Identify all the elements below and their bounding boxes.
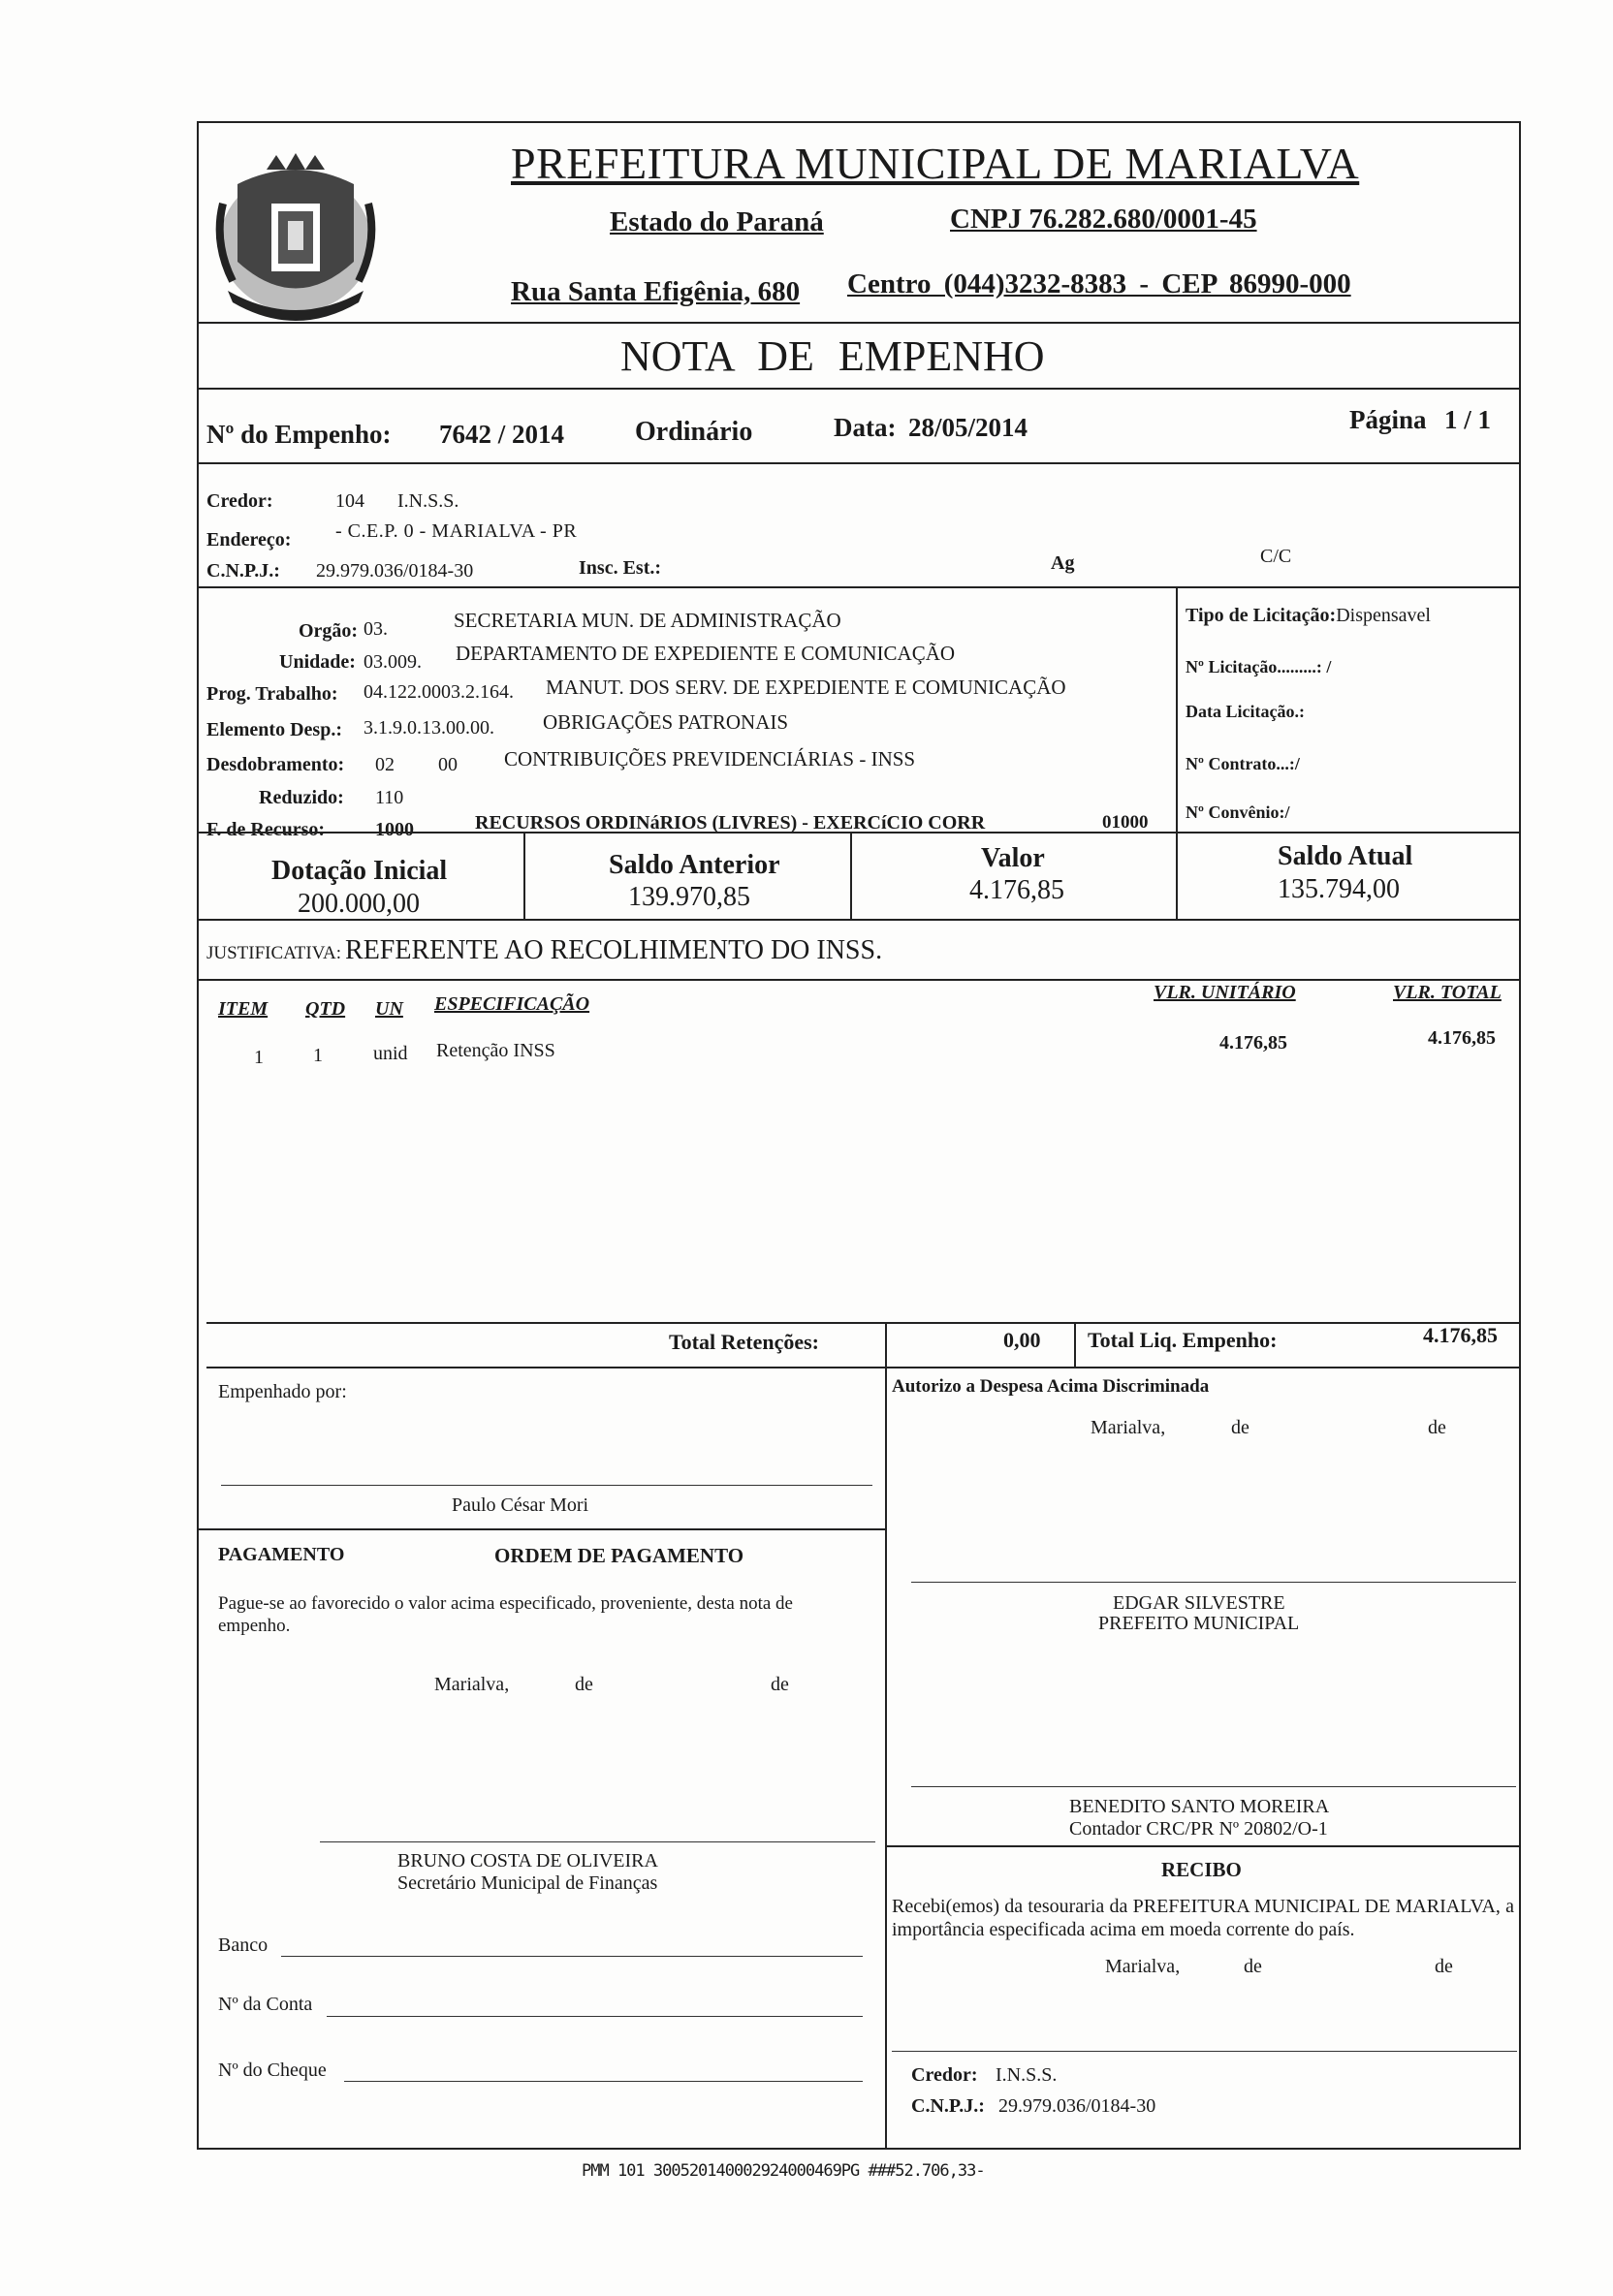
desdobramento-b: 00 — [438, 754, 458, 775]
prefeitura-cnpj: CNPJ 76.282.680/0001-45 — [950, 204, 1257, 235]
data-licitacao: Data Licitação.: — [1186, 702, 1305, 721]
numero-contrato: Nº Contrato...:/ — [1186, 754, 1300, 773]
numero-convenio: Nº Convênio:/ — [1186, 802, 1290, 822]
credor-code: 104 — [335, 490, 364, 512]
pagamento-local: Marialva, — [434, 1674, 510, 1695]
recibo-cnpj: 29.979.036/0184-30 — [998, 2095, 1156, 2117]
item-spec: Retenção INSS — [436, 1040, 555, 1061]
conta-label: Nº da Conta — [218, 1994, 313, 2015]
unidade-label: Unidade: — [279, 651, 356, 673]
autorizo-de-1: de — [1231, 1417, 1249, 1438]
address-label: Endereço: — [206, 529, 292, 550]
totals-top-divider — [206, 1322, 1519, 1324]
financas-signature-line — [320, 1841, 875, 1842]
saldos-divider — [199, 919, 1519, 921]
numero-licitacao: Nº Licitação.........: / — [1186, 657, 1332, 676]
coat-of-arms-emblem — [199, 145, 393, 339]
elemento-code: 3.1.9.0.13.00.00. — [364, 717, 494, 739]
unidade-code: 03.009. — [364, 651, 422, 673]
contador-nome: BENEDITO SANTO MOREIRA — [1069, 1796, 1330, 1817]
prog-trabalho-label: Prog. Trabalho: — [206, 683, 338, 705]
saldo-divider-3 — [1176, 832, 1178, 919]
dotacao-inicial-label: Dotação Inicial — [271, 856, 448, 886]
contador-signature-line — [911, 1786, 1516, 1787]
contador-cargo: Contador CRC/PR Nº 20802/O-1 — [1069, 1818, 1328, 1840]
recibo-credor: I.N.S.S. — [996, 2064, 1058, 2086]
orgao-label: Orgão: — [299, 620, 359, 642]
credor-address: - C.E.P. 0 - MARIALVA - PR — [335, 520, 578, 542]
justificativa-label: JUSTIFICATIVA: — [206, 943, 342, 963]
conta-field-line[interactable] — [327, 2016, 863, 2017]
recibo-de-2: de — [1435, 1956, 1453, 1977]
saldo-anterior-label: Saldo Anterior — [609, 850, 780, 880]
cnpj-label: C.N.P.J.: — [206, 560, 280, 582]
item-qtd: 1 — [313, 1045, 323, 1066]
saldo-divider-1 — [523, 832, 525, 919]
empenhado-divider — [199, 1528, 885, 1530]
unidade-name: DEPARTAMENTO DE EXPEDIENTE E COMUNICAÇÃO — [456, 642, 956, 665]
prefeito-signature-line — [911, 1582, 1516, 1583]
credor-divider — [199, 586, 1519, 588]
items-header-spec: ESPECIFICAÇÃO — [434, 993, 590, 1015]
items-header-un: UN — [375, 998, 403, 1020]
recibo-de-1: de — [1244, 1956, 1262, 1977]
item-total-value: 4.176,85 — [1428, 1027, 1496, 1049]
recurso-label: F. de Recurso: — [206, 819, 326, 840]
items-header-item: ITEM — [218, 998, 269, 1020]
recibo-cnpj-label: C.N.P.J.: — [911, 2095, 985, 2117]
total-liquido-label: Total Liq. Empenho: — [1088, 1328, 1278, 1352]
tipo-licitacao-label: Tipo de Licitação: — [1186, 605, 1337, 626]
pagamento-text: Pague-se ao favorecido o valor acima especificado, proveniente, desta nota de empenho. — [218, 1593, 793, 1636]
empenho-number: 7642 / 2014 — [439, 420, 565, 449]
recibo-signature-line — [892, 2051, 1517, 2052]
dotacao-inicial-value: 200.000,00 — [298, 889, 420, 919]
empenho-number-label: Nº do Empenho: — [206, 420, 392, 449]
prefeito-nome: EDGAR SILVESTRE — [1113, 1592, 1285, 1614]
pagamento-de-1: de — [575, 1674, 593, 1695]
justificativa-divider — [199, 979, 1519, 981]
header-divider — [199, 322, 1519, 324]
recibo-text: Recebi(emos) da tesouraria da PREFEITURA MUNICIPAL DE MARIALVA, a importância especificada acima em moeda corrente do país. — [892, 1896, 1514, 1940]
reduzido-value: 110 — [375, 787, 404, 808]
lower-section-divider — [885, 1367, 887, 2150]
tipo-licitacao-value: Dispensavel — [1336, 605, 1431, 626]
item-un: unid — [373, 1043, 408, 1064]
totals-bottom-divider — [206, 1367, 1519, 1368]
pagamento-de-2: de — [771, 1674, 789, 1695]
recibo-title: RECIBO — [1161, 1858, 1242, 1881]
prog-trabalho-name: MANUT. DOS SERV. DE EXPEDIENTE E COMUNICAÇÃO — [546, 676, 1066, 699]
tipo-licitacao — [1186, 605, 1431, 627]
cc-label: C/C — [1260, 546, 1292, 567]
prefeito-cargo: PREFEITO MUNICIPAL — [1098, 1613, 1300, 1634]
item-number: 1 — [254, 1047, 264, 1068]
ordem-pagamento-label: ORDEM DE PAGAMENTO — [494, 1544, 744, 1567]
financas-nome: BRUNO COSTA DE OLIVEIRA — [397, 1850, 658, 1871]
empenhado-nome: Paulo César Mori — [452, 1494, 589, 1516]
state-name: Estado do Paraná — [610, 206, 824, 237]
ag-label: Ag — [1051, 552, 1075, 574]
total-retencoes-label: Total Retenções: — [669, 1330, 819, 1354]
empenho-date: 28/05/2014 — [908, 413, 1028, 442]
items-header-total: VLR. TOTAL — [1393, 982, 1502, 1003]
item-unit-value: 4.176,85 — [1219, 1032, 1287, 1054]
empenho-type: Ordinário — [635, 417, 753, 447]
recibo-local: Marialva, — [1105, 1956, 1181, 1977]
recibo-credor-label: Credor: — [911, 2064, 978, 2086]
orgao-name: SECRETARIA MUN. DE ADMINISTRAÇÃO — [454, 609, 841, 632]
autorizo-local: Marialva, — [1091, 1417, 1166, 1438]
desdobramento-name: CONTRIBUIÇÕES PREVIDENCIÁRIAS - INSS — [504, 747, 916, 771]
contador-divider — [885, 1845, 1519, 1847]
recurso-name: RECURSOS ORDINáRIOS (LIVRES) - EXERCíCIO CORR — [475, 812, 986, 833]
items-header-qtd: QTD — [305, 998, 346, 1020]
licitacao-column-divider — [1176, 586, 1178, 832]
saldo-atual-label: Saldo Atual — [1278, 841, 1413, 871]
credor-name: I.N.S.S. — [397, 490, 459, 512]
cheque-field-line[interactable] — [344, 2081, 863, 2082]
total-retencoes-value: 0,00 — [1003, 1328, 1041, 1352]
banco-field-line[interactable] — [281, 1956, 863, 1957]
empenhado-por-label: Empenhado por: — [218, 1381, 347, 1402]
page-number: 1 / 1 — [1444, 405, 1492, 434]
saldo-anterior-value: 139.970,85 — [628, 882, 750, 912]
valor-label: Valor — [981, 843, 1045, 873]
elemento-name: OBRIGAÇÕES PATRONAIS — [543, 710, 789, 734]
elemento-label: Elemento Desp.: — [206, 719, 342, 740]
page-label: Página — [1349, 405, 1427, 434]
prog-trabalho-code: 04.122.0003.2.164. — [364, 681, 514, 703]
desdobramento-label: Desdobramento: — [206, 754, 345, 775]
banco-label: Banco — [218, 1934, 269, 1956]
reduzido-label: Reduzido: — [259, 787, 344, 808]
credor-cnpj: 29.979.036/0184-30 — [316, 560, 474, 582]
empenhado-signature-line — [221, 1485, 872, 1486]
empenho-row-divider — [199, 462, 1519, 464]
autorizo-de-2: de — [1428, 1417, 1446, 1438]
justificativa-text: REFERENTE AO RECOLHIMENTO DO INSS. — [345, 935, 883, 965]
district-phone-cep: Centro (044)3232-8383 - CEP 86990-000 — [847, 268, 1351, 299]
totals-divider-2 — [1074, 1322, 1076, 1367]
street-address: Rua Santa Efigênia, 680 — [511, 276, 801, 307]
desdobramento-a: 02 — [375, 754, 395, 775]
budget-divider — [199, 832, 1519, 833]
cheque-label: Nº do Cheque — [218, 2060, 327, 2081]
insc-est-label: Insc. Est.: — [579, 557, 662, 579]
credor-label: Credor: — [206, 490, 273, 512]
items-header-unit: VLR. UNITÁRIO — [1154, 982, 1296, 1003]
document-title: NOTA DE EMPENHO — [620, 332, 1045, 380]
orgao-code: 03. — [364, 618, 388, 640]
valor-value: 4.176,85 — [969, 875, 1064, 905]
saldo-divider-2 — [850, 832, 852, 919]
total-liquido-value: 4.176,85 — [1423, 1323, 1498, 1347]
recurso-code: 1000 — [375, 819, 414, 840]
financas-cargo: Secretário Municipal de Finanças — [397, 1872, 658, 1894]
prefeitura-title: PREFEITURA MUNICIPAL DE MARIALVA — [511, 139, 1360, 188]
recurso-extra: 01000 — [1102, 812, 1149, 833]
footer-code: PMM 101 300520140002924000469PG ###52.706,33- — [582, 2161, 985, 2181]
empenho-date-label: Data: — [834, 413, 897, 442]
autorizo-label: Autorizo a Despesa Acima Discriminada — [892, 1376, 1210, 1397]
justificativa — [206, 935, 882, 966]
saldo-atual-value: 135.794,00 — [1278, 874, 1400, 904]
totals-divider-1 — [885, 1322, 887, 1367]
pagamento-label: PAGAMENTO — [218, 1544, 345, 1565]
title-divider — [199, 388, 1519, 390]
